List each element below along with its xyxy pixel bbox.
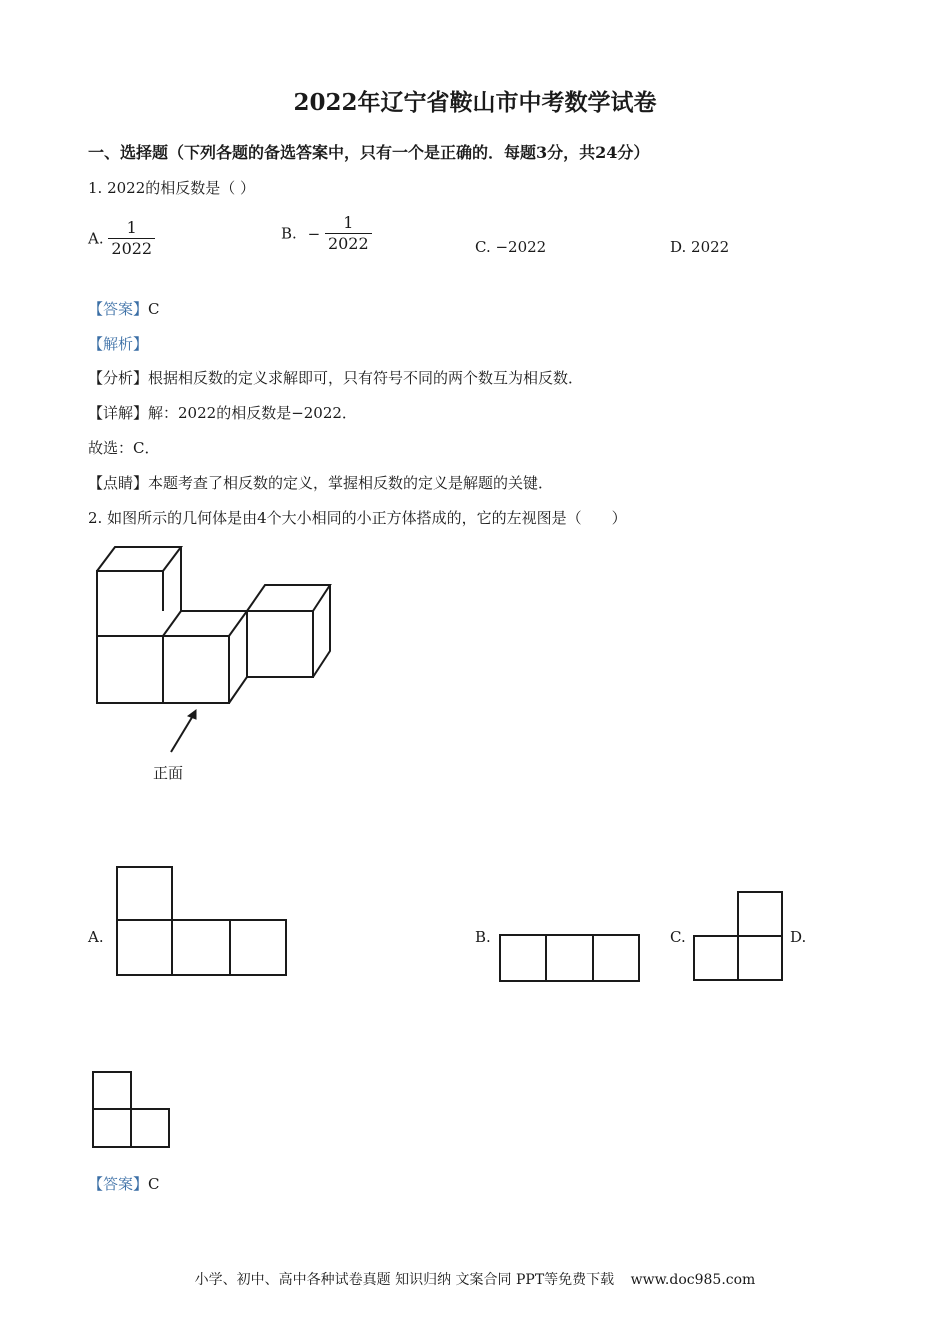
q1-dianjing-tag: 【点睛】 <box>88 474 149 492</box>
option-b-square-1 <box>500 935 546 981</box>
cube-right-top <box>247 585 330 611</box>
q1-xiangjie-tag: 【详解】 <box>88 404 149 422</box>
option-d-square-2 <box>131 1109 169 1147</box>
q1-option-d: D. 2022 <box>670 238 730 256</box>
option-b-square-3 <box>593 935 639 981</box>
section-heading: 一、选择题（下列各题的备选答案中，只有一个是正确的．每题3分，共24分） <box>88 143 650 162</box>
option-c-square-1 <box>694 936 738 980</box>
cube-right <box>247 611 313 677</box>
option-b-square-2 <box>546 935 593 981</box>
front-arrow-head <box>188 710 196 719</box>
q1-stem: 1. 2022的相反数是（ ） <box>88 179 256 197</box>
q1-option-b-denominator: 2022 <box>325 233 372 254</box>
q1-option-a-numerator: 1 <box>126 218 137 237</box>
option-c-top-square <box>738 892 782 936</box>
option-d-top-square <box>93 1072 131 1109</box>
q2-option-d-label: D. <box>790 928 807 946</box>
q1-option-b-sign: − <box>307 224 321 243</box>
front-label: 正面 <box>153 764 184 782</box>
q2-answer-value: C <box>148 1175 160 1193</box>
cube-bottom-middle-top <box>163 611 247 636</box>
q1-answer-tag: 【答案】 <box>88 300 149 318</box>
q1-fenxi-text: 根据相反数的定义求解即可，只有符号不同的两个数互为相反数． <box>148 369 584 387</box>
page-title: 2022年辽宁省鞍山市中考数学试卷 <box>293 89 657 116</box>
q1-xiangjie-text: 解：2022的相反数是−2022． <box>148 404 357 422</box>
q1-answer-value: C <box>148 300 160 318</box>
q1-dianjing-text: 本题考查了相反数的定义，掌握相反数的定义是解题的关键． <box>148 474 554 492</box>
footer-promo-text: 小学、初中、高中各种试卷真题 知识归纳 文案合同 PPT等免费下载 <box>194 1272 615 1288</box>
footer-website-link[interactable]: www.doc985.com <box>630 1272 756 1288</box>
q1-option-b-label: B. <box>281 224 297 243</box>
option-a-top-square <box>117 867 172 920</box>
option-c-square-2 <box>738 936 782 980</box>
option-a-square-1 <box>117 920 172 975</box>
q2-option-a-label: A. <box>88 928 104 946</box>
front-arrow-line <box>171 714 194 752</box>
option-a-square-2 <box>172 920 230 975</box>
q1-option-a-label: A. <box>88 229 104 248</box>
q1-option-a-denominator: 2022 <box>108 238 155 259</box>
q1-option-c: C. −2022 <box>475 238 547 256</box>
option-a-square-3 <box>230 920 286 975</box>
q1-guxuan: 故选：C． <box>88 439 160 457</box>
q1-option-b-numerator: 1 <box>343 213 354 232</box>
q2-answer-tag: 【答案】 <box>88 1175 149 1193</box>
q2-option-b-label: B. <box>475 928 491 946</box>
cube-bottom-left <box>97 636 163 703</box>
q2-option-c-label: C. <box>670 928 686 946</box>
page-footer <box>0 1269 950 1289</box>
q1-fenxi-tag: 【分析】 <box>88 369 149 387</box>
cube-bottom-middle <box>163 636 229 703</box>
q1-analysis-tag: 【解析】 <box>88 335 149 353</box>
q2-stem: 2. 如图所示的几何体是由4个大小相同的小正方体搭成的，它的左视图是（ ） <box>88 509 627 527</box>
q2-answer <box>88 1173 160 1194</box>
option-d-square-1 <box>93 1109 131 1147</box>
cube-top-left <box>97 571 163 636</box>
cube-top-left-top-face <box>97 547 181 571</box>
